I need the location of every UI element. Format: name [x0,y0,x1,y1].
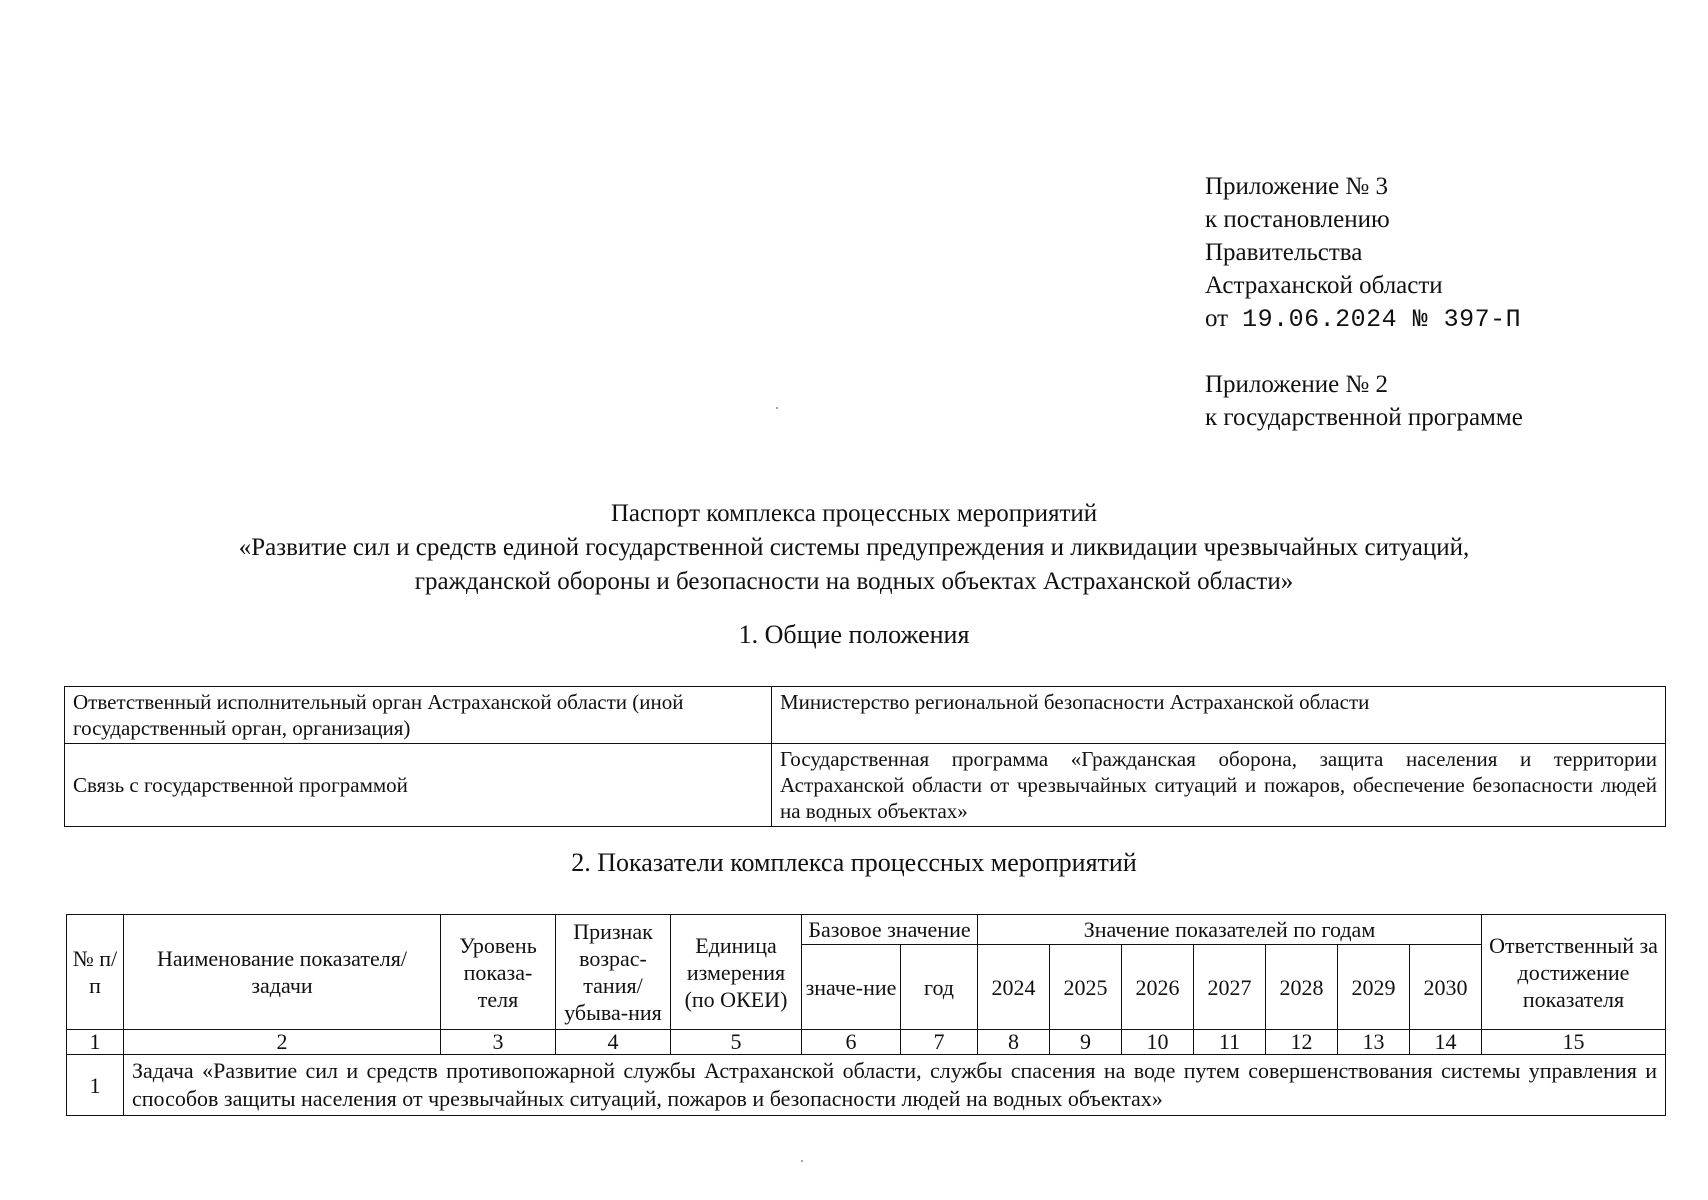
table-row [65,687,1666,744]
resolution-date-line [1205,302,1521,336]
header-responsible: Ответственный за достижение показателя [1482,915,1666,1030]
column-number: 11 [1194,1030,1266,1055]
document-title-line: «Развитие сил и средств единой государственной системы предупреждения и ликвидации чрезвычайных ситуаций, [238,534,1470,561]
header-year: 2026 [1122,945,1194,1030]
table-cell-value: Государственная программа «Гражданская оборона, защита населения и территории Астраханской области от чрезвычайных ситуаций и пожаров, обеспечение безопасности людей на водных объектах» [772,744,1666,827]
header-year: 2030 [1410,945,1482,1030]
appendix-3-block [1205,170,1521,336]
scan-speck [776,407,778,409]
column-number: 7 [901,1030,978,1055]
column-numbers-row [67,1030,1666,1055]
column-number: 12 [1266,1030,1338,1055]
header-year: 2024 [978,945,1050,1030]
task-description: Задача «Развитие сил и средств противопожарной службы Астраханской области, службы спасения на воде путем совершенствования системы управления и способов защиты населения от чрезвычайных ситуаций, пожаров и безопасности людей на водных объектах» [124,1055,1666,1116]
section-1-heading: 1. Общие положения [738,620,970,649]
column-number: 6 [802,1030,901,1055]
document-title-line: гражданской обороны и безопасности на водных объектах Астраханской области» [414,568,1294,595]
header-sign: Признак возрас-тания/ убыва-ния [556,915,671,1030]
general-provisions-table [64,686,1666,827]
table-cell-value: Министерство региональной безопасности Астраханской области [772,687,1666,744]
table-header-row [67,915,1666,945]
column-number: 5 [671,1030,802,1055]
column-number: 14 [1410,1030,1482,1055]
header-base: Базовое значение [802,915,978,945]
column-number: 10 [1122,1030,1194,1055]
column-number: 8 [978,1030,1050,1055]
table-cell-label: Связь с государственной программой [65,744,772,827]
scan-speck [801,1160,803,1162]
appendix-2-block [1205,368,1523,434]
header-year: 2027 [1194,945,1266,1030]
column-number: 2 [124,1030,441,1055]
header-year: 2029 [1338,945,1410,1030]
appendix-2-line: к государственной программе [1205,404,1523,431]
task-number: 1 [67,1055,124,1116]
document-title-line: Паспорт комплекса процессных мероприятий [610,500,1098,527]
appendix-3-line: Приложение № 3 [1205,173,1389,200]
section-2-heading: 2. Показатели комплекса процессных мероприятий [571,848,1137,877]
header-year: 2025 [1050,945,1122,1030]
appendix-3-line: к постановлению [1205,206,1390,233]
column-number: 3 [441,1030,556,1055]
table-cell-label: Ответственный исполнительный орган Астраханской области (иной государственный орган, организация) [65,687,772,744]
header-level: Уровень показа-теля [441,915,556,1030]
column-number: 15 [1482,1030,1666,1055]
header-num: № п/п [67,915,124,1030]
column-number: 4 [556,1030,671,1055]
task-row [67,1055,1666,1116]
date-prefix: от [1205,305,1229,332]
indicators-table [66,914,1666,1116]
header-years-group: Значение показателей по годам [978,915,1482,945]
header-year: 2028 [1266,945,1338,1030]
appendix-3-line: Правительства [1205,239,1363,266]
resolution-date-stamp: 19.06.2024 № 397-П [1242,305,1522,334]
column-number: 9 [1050,1030,1122,1055]
column-number: 1 [67,1030,124,1055]
header-base-value: значе-ние [802,945,901,1030]
appendix-3-line: Астраханской области [1205,272,1443,299]
column-number: 13 [1338,1030,1410,1055]
table-row [65,744,1666,827]
header-unit: Единица измерения (по ОКЕИ) [671,915,802,1030]
appendix-2-line: Приложение № 2 [1205,371,1389,398]
header-name: Наименование показателя/задачи [124,915,441,1030]
header-base-year: год [901,945,978,1030]
